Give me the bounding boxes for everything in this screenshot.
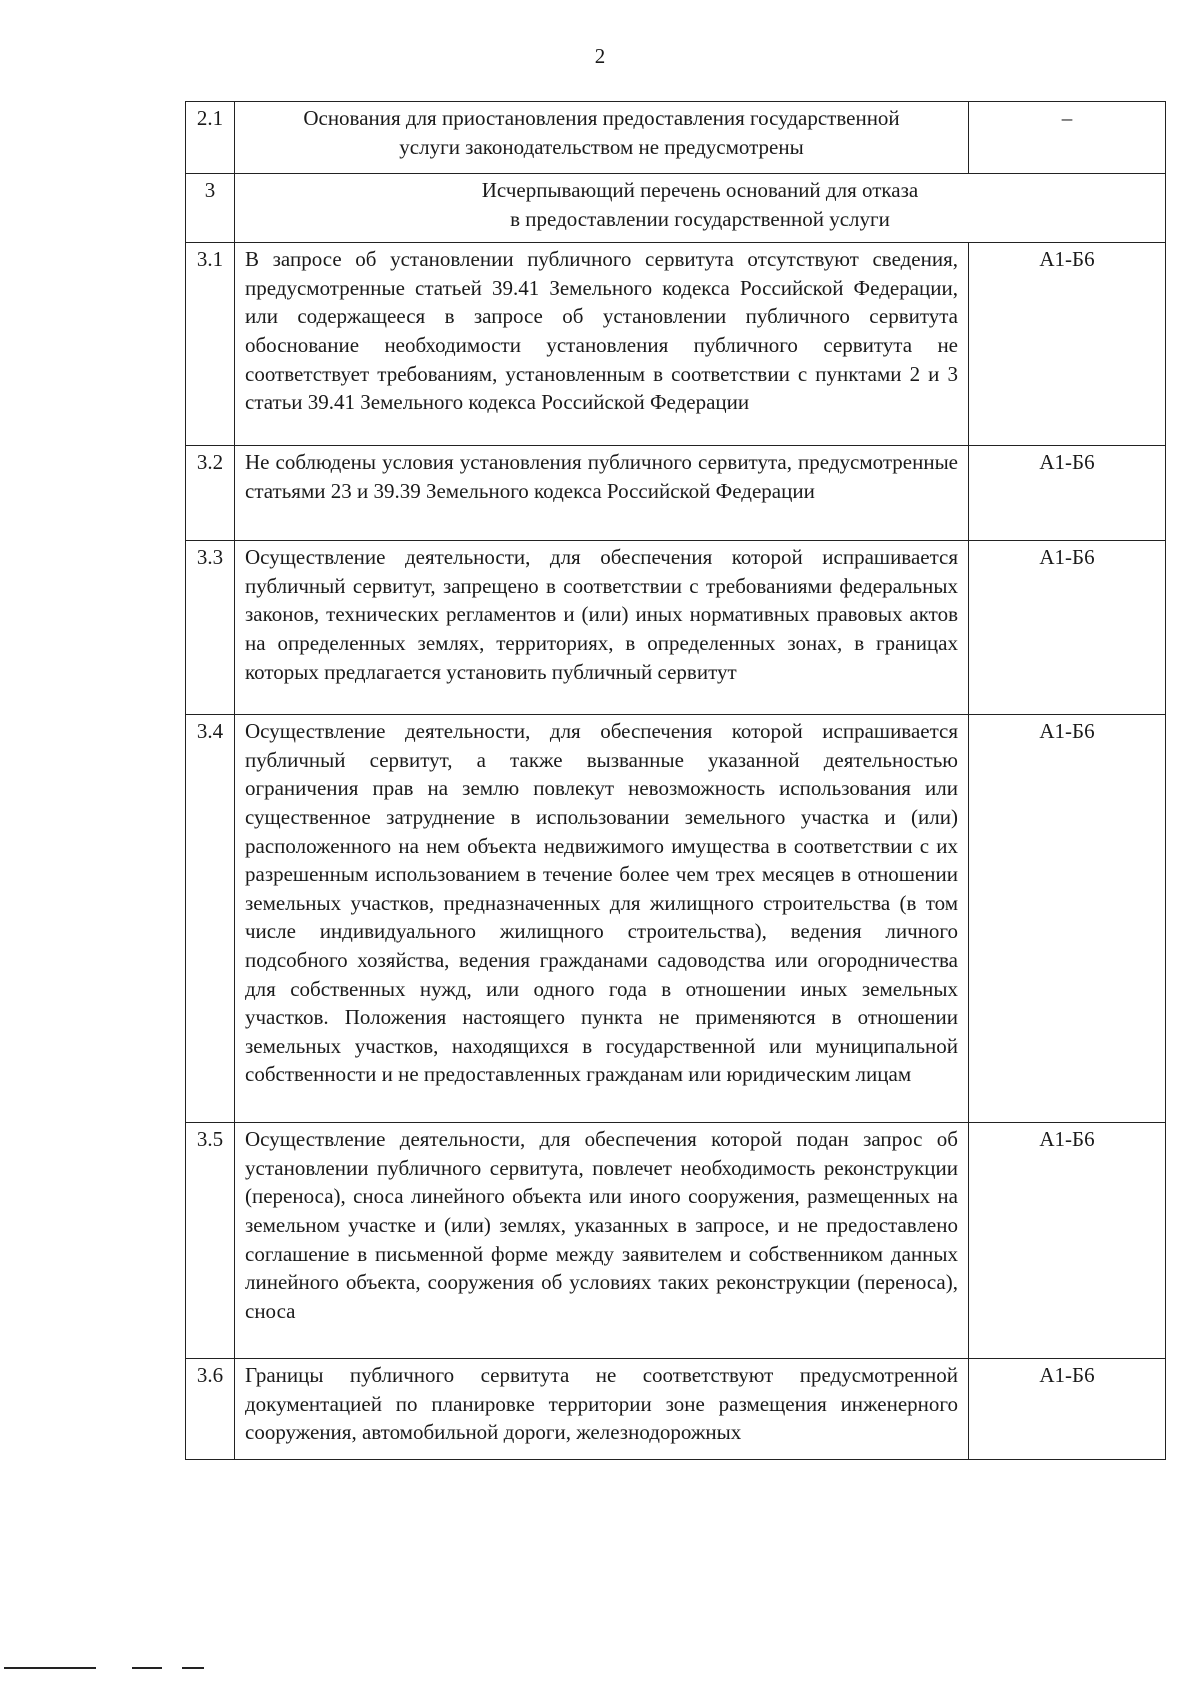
page-number: 2 [594, 44, 606, 68]
table-row [186, 1123, 1166, 1359]
row-number: 3.1 [186, 243, 235, 446]
row-code: А1-Б6 [969, 1359, 1166, 1460]
table-row [186, 243, 1166, 446]
table-row [186, 715, 1166, 1123]
scan-edge-marks [4, 1667, 214, 1669]
table-row [186, 446, 1166, 541]
row-text: В запросе об установлении публичного сервитута отсутствуют сведения, предусмотренные статьей 39.41 Земельного кодекса Российской Федерации, или содержащееся в запросе об установлении публичного сервитута обоснование необходимости установления публичного сервитута не соответствует требованиям, установленным в соответствии с пунктами 2 и 3 статьи 39.41 Земельного кодекса Российской Федерации [235, 243, 969, 446]
row-code: А1-Б6 [969, 1123, 1166, 1359]
section-heading: Исчерпывающий перечень оснований для отказа в предоставлении государственной услуги [235, 174, 1166, 243]
table-row [186, 541, 1166, 715]
row-text: Осуществление деятельности, для обеспечения которой испрашивается публичный сервитут, запрещено в соответствии с требованиями федеральных законов, технических регламентов и (или) иных нормативных правовых актов на определенных землях, территориях, в определенных зонах, в границах которых предлагается установить публичный сервитут [235, 541, 969, 715]
row-number: 3.2 [186, 446, 235, 541]
row-text: Осуществление деятельности, для обеспечения которой испрашивается публичный сервитут, а также вызванные указанной деятельностью ограничения прав на землю повлекут невозможность использования или существенное затруднение в использовании земельного участка и (или) расположенного на нем объекта недвижимого имущества в соответствии с их разрешенным использованием в течение более чем трех месяцев в отношении земельных участков, предназначенных для жилищного строительства (в том числе индивидуального жилищного строительства), ведения личного подсобного хозяйства, ведения гражданами садоводства или огородничества для собственных нужд, или одного года в отношении иных земельных участков. Положения настоящего пункта не применяются в отношении земельных участков, находящихся в государственной или муниципальной собственности и не предоставленных гражданам или юридическим лицам [235, 715, 969, 1123]
row-number: 3.6 [186, 1359, 235, 1460]
row-code: А1-Б6 [969, 715, 1166, 1123]
row-number: 2.1 [186, 102, 235, 174]
row-number: 3 [186, 174, 235, 243]
row-number: 3.5 [186, 1123, 235, 1359]
row-text: Основания для приостановления предоставления государственной услуги законодательством не предусмотрены [235, 102, 969, 174]
row-code: А1-Б6 [969, 541, 1166, 715]
row-text: Не соблюдены условия установления публичного сервитута, предусмотренные статьями 23 и 39.39 Земельного кодекса Российской Федерации [235, 446, 969, 541]
row-number: 3.4 [186, 715, 235, 1123]
table-row [186, 102, 1166, 174]
row-text: Осуществление деятельности, для обеспечения которой подан запрос об установлении публичного сервитута, повлечет необходимость реконструкции (переноса), сноса линейного объекта или иного сооружения, размещенных на земельном участке и (или) землях, указанных в запросе, и не предоставлено соглашение в письменной форме между заявителем и собственником данных линейного объекта, сооружения об условиях таких реконструкции (переноса), сноса [235, 1123, 969, 1359]
refusal-grounds-table [185, 101, 1166, 1460]
row-number: 3.3 [186, 541, 235, 715]
row-code: – [969, 102, 1166, 174]
row-code: А1-Б6 [969, 446, 1166, 541]
row-code: А1-Б6 [969, 243, 1166, 446]
row-text: Границы публичного сервитута не соответствуют предусмотренной документацией по планировке территории зоне размещения инженерного сооружения, автомобильной дороги, железнодорожных [235, 1359, 969, 1460]
section-header-row [186, 174, 1166, 243]
table-row [186, 1359, 1166, 1460]
